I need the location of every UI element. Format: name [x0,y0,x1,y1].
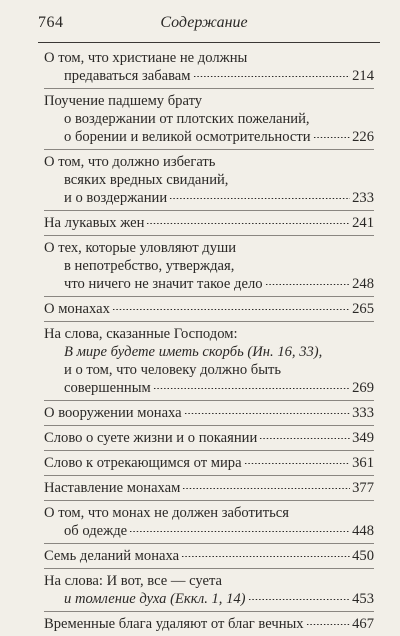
dot-leader [193,76,351,77]
toc-entry-lastline [44,547,374,565]
dot-leader [182,488,350,489]
toc-page-number: 450 [352,548,374,564]
dot-leader [259,438,350,439]
toc-entry-title-end: совершенным [64,380,151,396]
toc-entry [44,297,374,322]
toc-entry-title-end: что ничего не значит такое дело [64,276,263,292]
toc-entry [44,46,374,89]
toc-page-number: 241 [352,215,374,231]
toc-entry [44,426,374,451]
toc-page-number: 269 [352,380,374,396]
toc-entry-lastline [44,275,374,293]
toc-entry [44,612,374,636]
toc-entry [44,211,374,236]
toc-entry-lastline [44,379,374,397]
toc-entry-lastline [44,300,374,318]
toc-entry-title-end: Временные блага удаляют от благ вечных [44,616,304,632]
toc-entry-lastline [44,429,374,447]
toc-page-number: 349 [352,430,374,446]
dot-leader [129,531,350,532]
toc-entry [44,89,374,150]
toc-entry-title-end: Слово о суете жизни и о покаянии [44,430,258,446]
toc-entry-title-end: На лукавых жен [44,215,145,231]
toc-entry-title-end: об одежде [64,523,128,539]
page-header [28,10,380,36]
toc-page-number: 226 [352,129,374,145]
toc-entry-title-end: о борении и великой осмотрительности [64,129,311,145]
toc-entry-title-end: и о воздержании [64,190,168,206]
toc-entry-line: О том, что должно избегать [44,154,216,170]
header-rule [38,42,380,43]
table-of-contents [44,46,374,636]
toc-entry-lastline [44,189,374,207]
dot-leader [112,309,350,310]
toc-page-number: 248 [352,276,374,292]
dot-leader [248,599,351,600]
dot-leader [169,198,350,199]
toc-entry-title-end: О монахах [44,301,110,317]
dot-leader [265,284,351,285]
toc-entry-line: На слова, сказанные Господом: [44,326,238,342]
toc-entry [44,544,374,569]
toc-entry [44,236,374,297]
running-title: Содержание [160,14,248,31]
toc-page-number: 265 [352,301,374,317]
toc-entry [44,569,374,612]
toc-entry-line: О том, что монах не должен заботиться [44,505,289,521]
toc-entry-lastline [44,522,374,540]
toc-entry-title-end: предаваться забавам [64,68,191,84]
dot-leader [306,624,351,625]
toc-entry-lastline [44,479,374,497]
toc-entry-line: всяких вредных свиданий, [64,172,229,188]
dot-leader [184,413,350,414]
toc-entry-line: О том, что христиане не должны [44,50,248,66]
toc-entry-line: и о том, что человеку должно быть [64,362,282,378]
toc-entry-line: На слова: И вот, все — суета [44,573,222,589]
toc-entry-title-end: Слово к отрекающимся от мира [44,455,242,471]
toc-entry [44,501,374,544]
toc-entry-title-end: Семь деланий монаха [44,548,180,564]
toc-entry-lastline [44,590,374,608]
toc-entry-lastline [44,214,374,232]
toc-entry-lastline [44,67,374,85]
toc-entry-title-end: и томление духа (Еккл. 1, 14) [64,591,246,607]
dot-leader [244,463,351,464]
toc-entry-title-end: Наставление монахам [44,480,181,496]
toc-entry [44,322,374,401]
toc-entry-lastline [44,128,374,146]
toc-entry-line: в непотребство, утверждая, [64,258,235,274]
toc-page-number: 214 [352,68,374,84]
dot-leader [146,223,350,224]
toc-page-number: 377 [352,480,374,496]
toc-entry-title-end: О вооружении монаха [44,405,182,421]
dot-leader [181,556,350,557]
toc-entry-line-italic: В мире будете иметь скорбь (Ин. 16, 33), [64,344,323,360]
toc-page-number: 448 [352,523,374,539]
toc-entry-line: О тех, которые уловляют души [44,240,237,256]
toc-entry [44,476,374,501]
toc-page-number: 333 [352,405,374,421]
toc-page-number: 467 [352,616,374,632]
dot-leader [153,388,350,389]
toc-entry [44,150,374,211]
toc-entry-line: о воздержании от плотских пожеланий, [64,111,310,127]
page-number: 764 [38,14,64,31]
toc-entry-line: Поучение падшему брату [44,93,203,109]
toc-entry [44,401,374,426]
dot-leader [313,137,351,138]
toc-entry-lastline [44,454,374,472]
toc-entry [44,451,374,476]
toc-page-number: 233 [352,190,374,206]
toc-entry-lastline [44,615,374,633]
toc-entry-lastline [44,404,374,422]
toc-page-number: 361 [352,455,374,471]
toc-page-number: 453 [352,591,374,607]
